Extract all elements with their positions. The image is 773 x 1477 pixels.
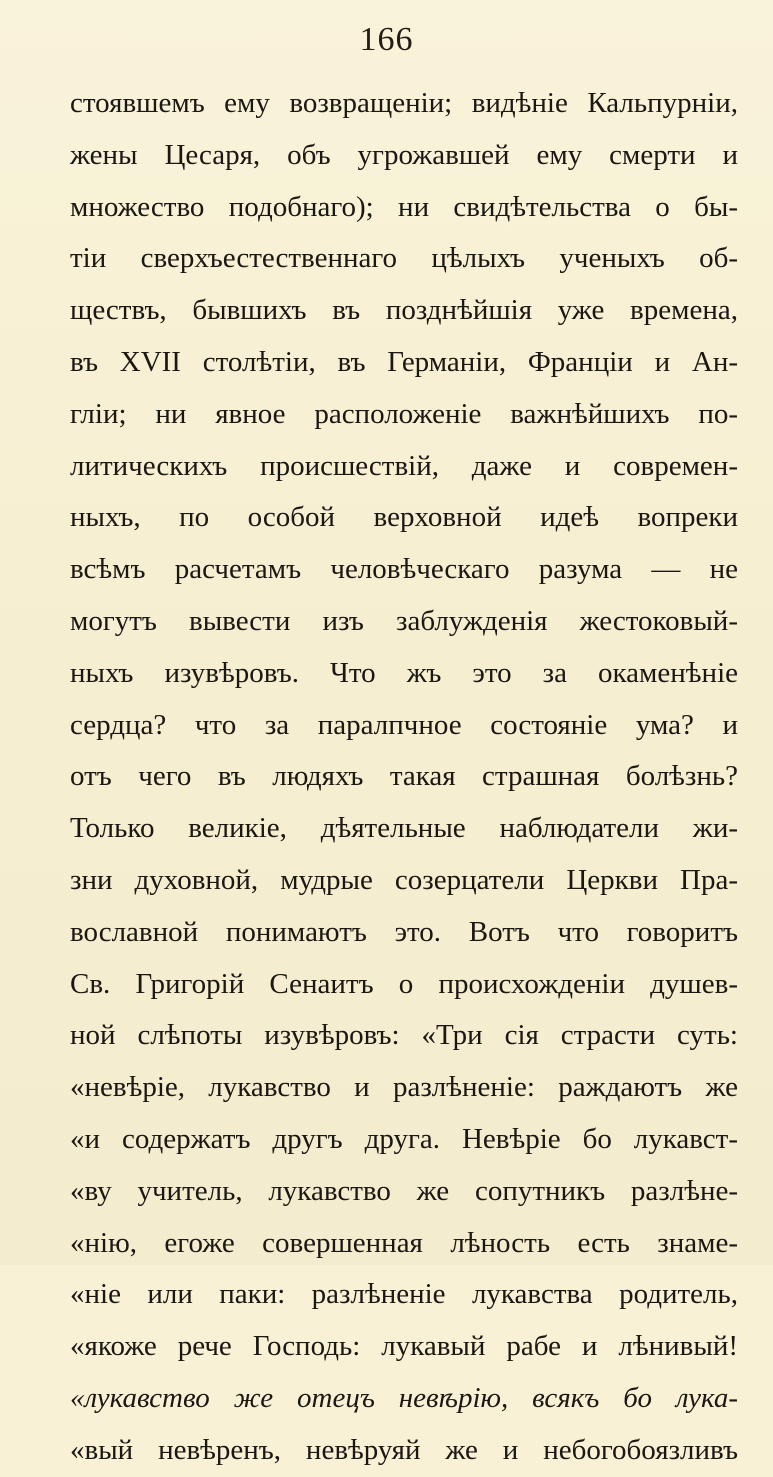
text-line: стоявшемъ ему возвращеніи; видѣніе Кальпурніи, — [70, 87, 738, 119]
text-line: ныхъ, по особой верховной идеѣ вопреки — [70, 501, 738, 534]
text-line: вославной понимаютъ это. Вотъ что говоритъ — [70, 915, 738, 948]
text-line: «ву учитель, лукавство же сопутникъ разлѣне- — [70, 1174, 738, 1207]
text-line: «ніе или паки: разлѣненіе лукавства родитель, — [70, 1278, 738, 1311]
page-number: 166 — [359, 21, 414, 58]
text-line: всѣмъ расчетамъ человѣческаго разума — не — [70, 553, 738, 586]
text-line: тіи сверхъестественнаго цѣлыхъ ученыхъ об- — [70, 242, 738, 275]
text-line: «и содержатъ другъ друга. Невѣріе бо лукавст- — [70, 1122, 738, 1155]
text-line: въ XVII столѣтіи, въ Германіи, Франціи и Ан- — [70, 345, 738, 378]
text-line: Св. Григорій Сенаитъ о происхожденіи душев- — [70, 967, 738, 1000]
text-line: «невѣріе, лукавство и разлѣненіе: раждаютъ же — [70, 1071, 738, 1104]
text-line: отъ чего въ людяхъ такая страшная болѣзнь? — [70, 760, 738, 793]
text-line: ной слѣпоты изувѣровъ: «Три сія страсти суть: — [70, 1019, 738, 1052]
text-line: литическихъ происшествій, даже и современ- — [70, 449, 738, 482]
text-line: Только великіе, дѣятельные наблюдатели жи- — [70, 812, 738, 845]
text-line: «нію, егоже совершенная лѣность есть знаме- — [70, 1226, 738, 1259]
text-line: гліи; ни явное расположеніе важнѣйшихъ по- — [70, 397, 738, 430]
text-line: «якоже рече Господь: лукавый рабе и лѣнивый! — [70, 1330, 738, 1363]
text-line: ществъ, бывшихъ въ позднѣйшія уже времена, — [70, 294, 738, 327]
body-text — [70, 78, 738, 1477]
text-line: «вый невѣренъ, невѣруяй же и небогобоязливъ — [70, 1433, 738, 1466]
text-line: могутъ вывести изъ заблужденія жестоковый- — [70, 604, 738, 637]
text-line: ныхъ изувѣровъ. Что жъ это за окаменѣніе — [70, 656, 738, 689]
text-line: множество подобнаго); ни свидѣтельства о бы- — [70, 190, 738, 223]
text-line: сердца? что за паралпчное состояніе ума? и — [70, 708, 738, 741]
text-line: «лукавство же отецъ невѣрію, всякъ бо лука- — [70, 1381, 738, 1414]
text-line: жены Цесаря, объ угрожавшей ему смерти и — [70, 138, 738, 171]
text-line: зни духовной, мудрые созерцатели Церкви Пра- — [70, 863, 738, 896]
